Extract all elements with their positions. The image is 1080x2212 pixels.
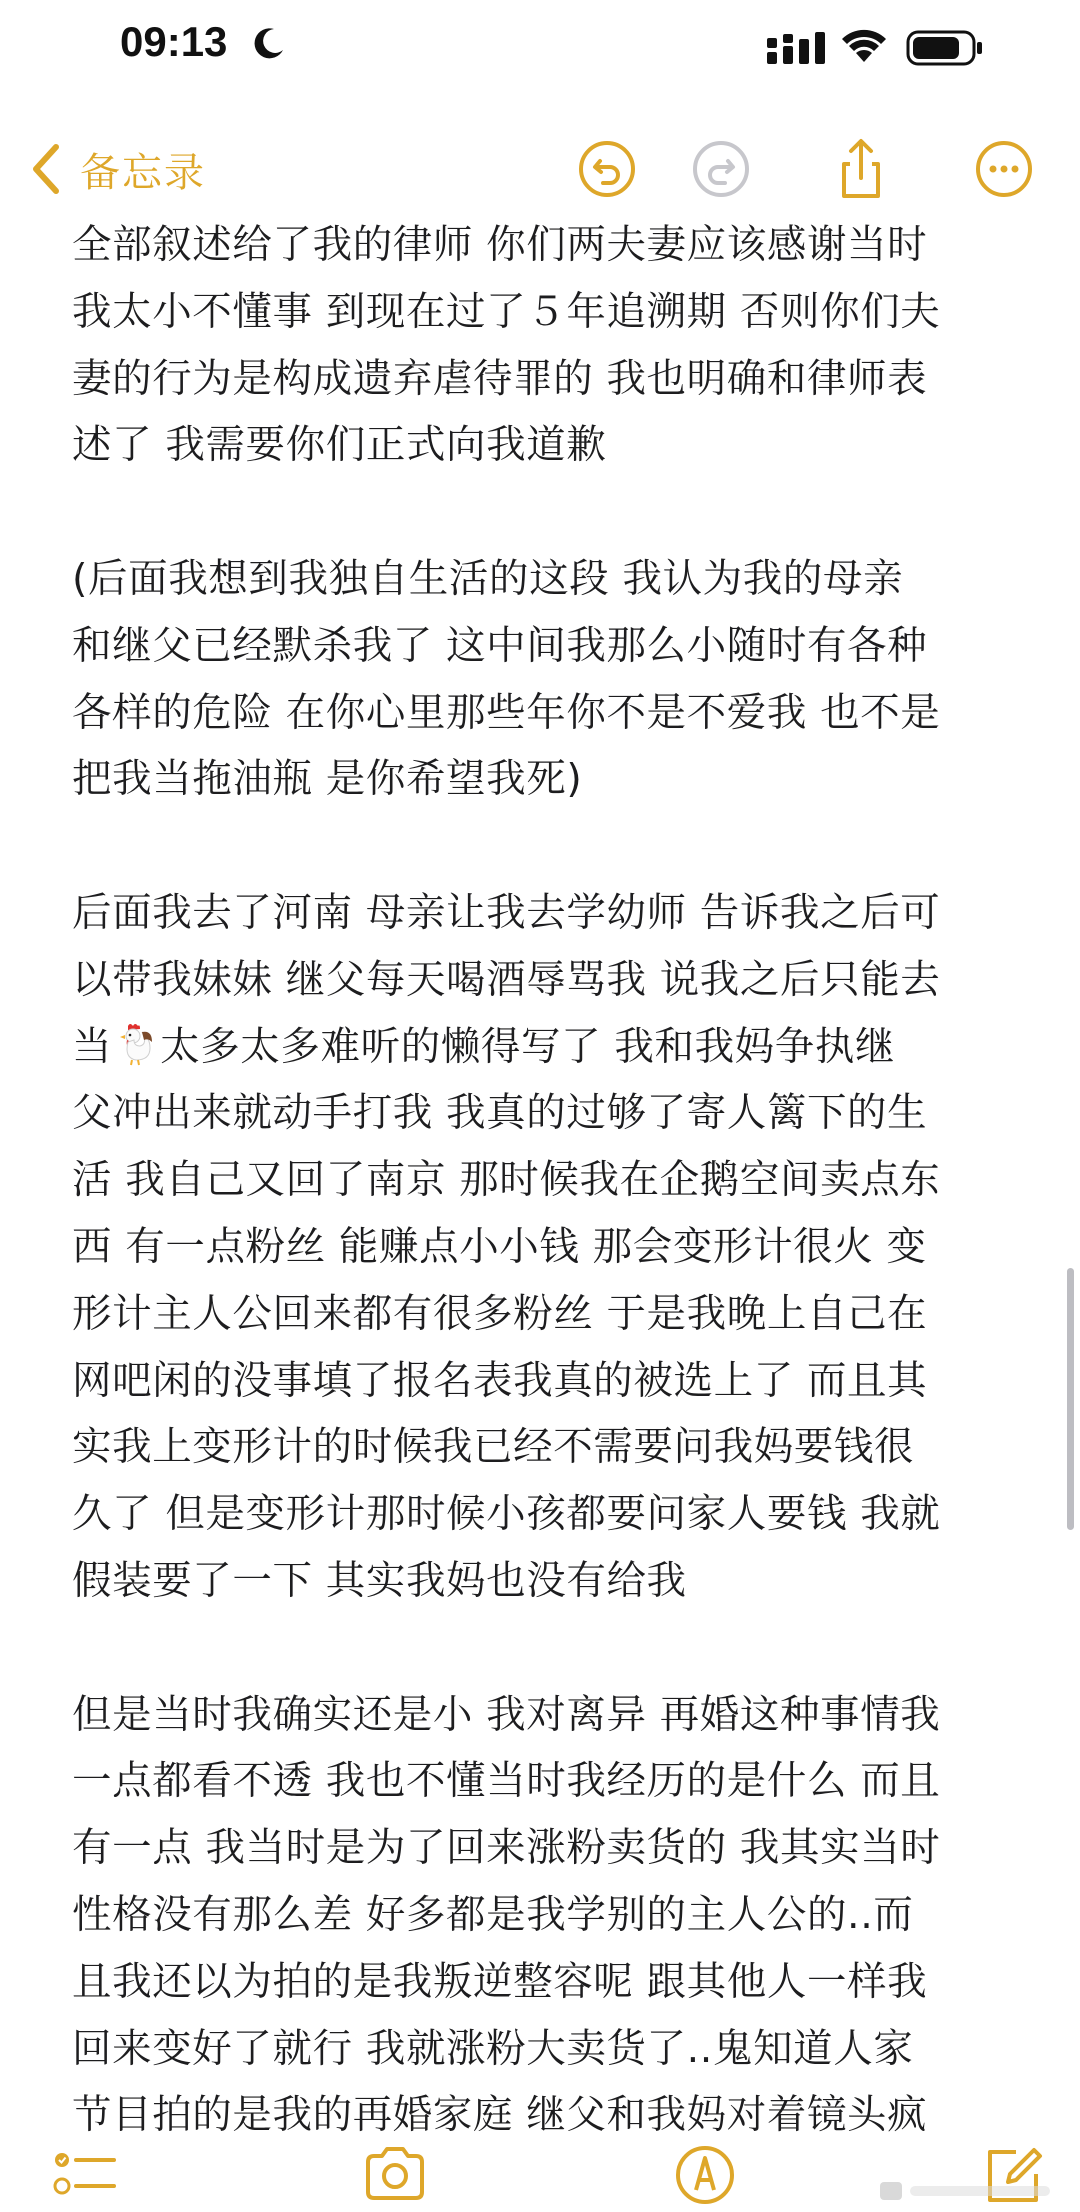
text-line: 性格没有那么差 好多都是我学别的主人公的..而 xyxy=(72,1891,914,1938)
checklist-icon[interactable] xyxy=(52,2142,118,2208)
text-line: 妻的行为是构成遗弃虐待罪的 我也明确和律师表 xyxy=(72,355,928,402)
text-line: 和继父已经默杀我了 这中间我那么小随时有各种 xyxy=(72,622,928,669)
status-time: 09:13 xyxy=(120,18,228,65)
text-line: 回来变好了就行 我就涨粉大卖货了..鬼知道人家 xyxy=(72,2025,914,2072)
text-line: 各样的危险 在你心里那些年你不是不爱我 也不是 xyxy=(72,689,941,736)
share-icon[interactable] xyxy=(830,138,892,200)
text-line: 父冲出来就动手打我 我真的过够了寄人篱下的生 xyxy=(72,1090,928,1137)
blank-line xyxy=(72,479,1032,546)
text-line: 把我当拖油瓶 是你希望我死) xyxy=(72,756,583,803)
text-line: 但是当时我确实还是小 我对离异 再婚这种事情我 xyxy=(72,1691,941,1738)
status-bar xyxy=(0,0,1080,110)
watermark-logo xyxy=(880,2178,1060,2204)
text-line: 形计主人公回来都有很多粉丝 于是我晚上自己在 xyxy=(72,1290,928,1337)
text-line: 我太小不懂事 到现在过了５年追溯期 否则你们夫 xyxy=(72,288,941,335)
text-line: 以带我妹妹 继父每天喝酒辱骂我 说我之后只能去 xyxy=(72,956,941,1003)
text-segment: 当 xyxy=(72,1023,113,1070)
text-line: 且我还以为拍的是我叛逆整容呢 跟其他人一样我 xyxy=(72,1958,928,2005)
chevron-left-icon xyxy=(28,141,64,197)
text-line: 网吧闲的没事填了报名表我真的被选上了 而且其 xyxy=(72,1357,928,1404)
text-line: 节目拍的是我的再婚家庭 继父和我妈对着镜头疯 xyxy=(72,2092,928,2139)
back-label: 备忘录 xyxy=(80,149,206,196)
wifi-icon xyxy=(840,26,888,64)
paragraph-1 xyxy=(72,212,1032,479)
text-line: 实我上变形计的时候我已经不需要问我妈要钱很 xyxy=(72,1424,915,1471)
signal-icon xyxy=(767,32,827,64)
text-line: 久了 但是变形计那时候小孩都要问家人要钱 我就 xyxy=(72,1491,941,1538)
back-button[interactable] xyxy=(28,136,206,202)
redo-icon[interactable] xyxy=(690,138,752,200)
rooster-emoji-icon xyxy=(114,1022,154,1066)
camera-icon[interactable] xyxy=(362,2142,428,2208)
text-line: 活 我自己又回了南京 那时候我在企鹅空间卖点东 xyxy=(72,1157,941,1204)
undo-icon[interactable] xyxy=(576,138,638,200)
text-line: 一点都看不透 我也不懂当时我经历的是什么 而且 xyxy=(72,1758,941,1805)
nav-bar xyxy=(0,120,1080,220)
text-line: 全部叙述给了我的律师 你们两夫妻应该感谢当时 xyxy=(72,222,928,268)
moon-icon xyxy=(252,26,286,60)
text-line-with-emoji xyxy=(72,1014,1032,1081)
blank-line xyxy=(72,1615,1032,1682)
blank-line xyxy=(72,813,1032,880)
paragraph-2 xyxy=(72,546,1032,813)
paragraph-3 xyxy=(72,880,1032,1615)
text-line: 述了 我需要你们正式向我道歉 xyxy=(72,422,607,469)
text-line: 假装要了一下 其实我妈也没有给我 xyxy=(72,1557,687,1604)
note-body[interactable] xyxy=(72,212,1032,2149)
text-line: (后面我想到我独自生活的这段 我认为我的母亲 xyxy=(72,555,904,602)
text-segment: 太多太多难听的懒得写了 我和我妈争执继 xyxy=(160,1023,896,1070)
battery-icon xyxy=(906,28,986,68)
text-line: 西 有一点粉丝 能赚点小小钱 那会变形计很火 变 xyxy=(72,1223,927,1270)
scrollbar-thumb[interactable] xyxy=(1067,1268,1074,1530)
more-icon[interactable] xyxy=(973,138,1035,200)
markup-icon[interactable] xyxy=(672,2142,738,2208)
paragraph-4 xyxy=(72,1682,1032,2150)
text-line: 有一点 我当时是为了回来涨粉卖货的 我其实当时 xyxy=(72,1825,941,1872)
text-line: 后面我去了河南 母亲让我去学幼师 告诉我之后可 xyxy=(72,889,941,936)
